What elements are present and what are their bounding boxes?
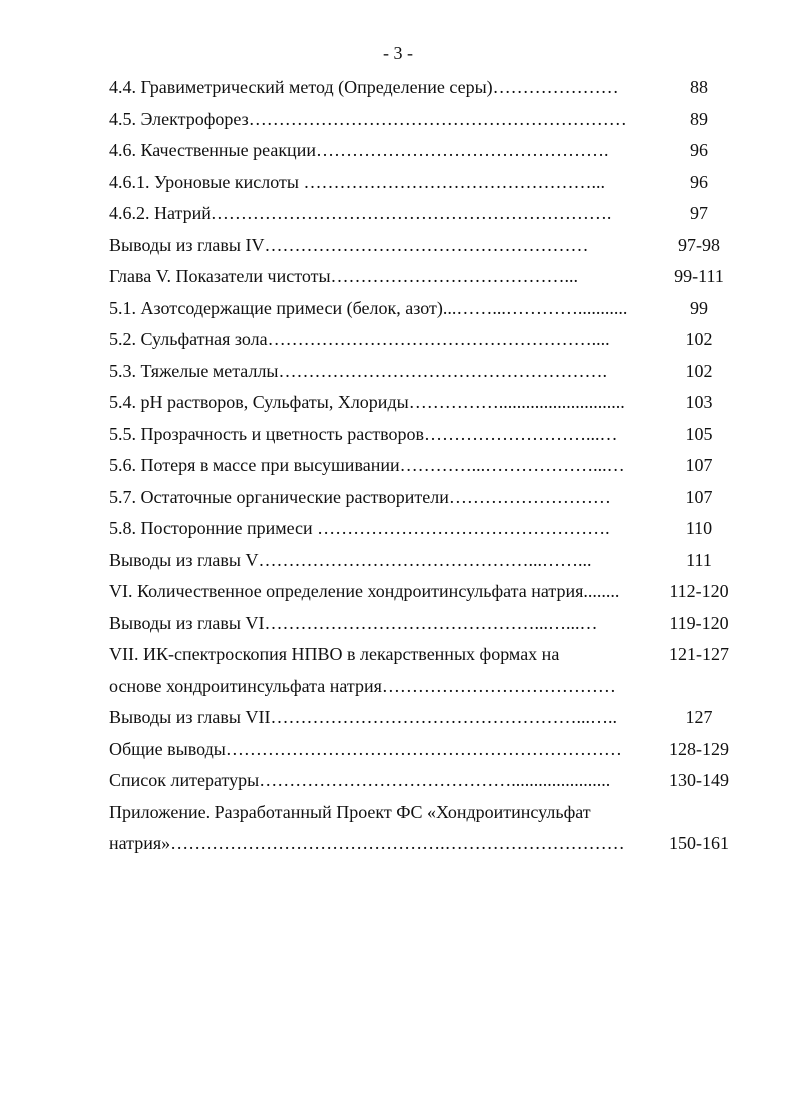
toc-entry-title: 5.6. Потеря в массе при высушивании…………...………………...… <box>109 455 625 475</box>
toc-entry-title: Выводы из главы IV……………………………………………… <box>109 234 589 255</box>
toc-entry-page: 107 <box>685 455 713 475</box>
toc-row-chapter-7 <box>109 639 734 671</box>
toc-entry-title: натрия»……………………………………….………………………… <box>109 833 625 853</box>
toc-entry-page: 99 <box>690 297 708 318</box>
toc-entry-title: 5.5. Прозрачность и цветность растворов………………………...… <box>109 423 618 444</box>
toc-row-5-4 <box>109 387 734 419</box>
toc-row-4-6 <box>109 135 734 167</box>
toc-entry-page: 105 <box>685 423 713 444</box>
toc-entry-page: 102 <box>685 360 713 381</box>
toc-entry-page: 99-111 <box>674 266 724 286</box>
toc-row-5-5 <box>109 419 734 451</box>
toc-row-conclusions-5 <box>109 545 734 577</box>
toc-entry-title: VI. Количественное определение хондроитинсульфата натрия........ <box>109 581 620 601</box>
table-of-contents <box>109 72 734 860</box>
toc-entry-title: 5.2. Сульфатная зола……………………………………………….... <box>109 329 610 349</box>
toc-entry-title: 5.7. Остаточные органические растворители……………………… <box>109 486 611 507</box>
toc-entry-title: Выводы из главы V………………………………………...……... <box>109 549 592 570</box>
toc-entry-title: 5.4. pH растворов, Сульфаты, Хлориды……………............................ <box>109 392 625 412</box>
toc-row-5-1 <box>109 293 734 325</box>
toc-entry-page: 89 <box>690 108 708 129</box>
toc-entry-title: 4.6. Качественные реакции…………………………………………. <box>109 140 609 160</box>
toc-row-5-6 <box>109 450 734 482</box>
toc-entry-page: 88 <box>690 77 708 97</box>
toc-entry-title: 4.6.1. Уроновые кислоты …………………………………………... <box>109 171 605 192</box>
toc-row-5-3 <box>109 356 734 388</box>
toc-entry-title: Выводы из главы VI………………………………………...…...… <box>109 612 598 633</box>
toc-row-chapter-7-continued <box>109 671 734 703</box>
toc-entry-title: VII. ИК-спектроскопия НПВО в лекарственных формах на <box>109 644 560 664</box>
toc-entry-page: 97 <box>690 203 708 223</box>
toc-entry-title: Приложение. Разработанный Проект ФС «Хондроитинсульфат <box>109 801 591 822</box>
toc-entry-page: 102 <box>685 329 713 349</box>
toc-entry-page: 112-120 <box>669 581 729 601</box>
toc-entry-title: Глава V. Показатели чистоты…………………………………... <box>109 266 579 286</box>
toc-entry-page: 96 <box>690 171 708 192</box>
toc-row-chapter-5 <box>109 261 734 293</box>
toc-entry-page: 103 <box>685 392 713 412</box>
toc-row-appendix-continued <box>109 828 734 860</box>
toc-entry-page: 111 <box>686 549 712 570</box>
toc-entry-page: 97-98 <box>678 234 720 255</box>
toc-row-4-6-2 <box>109 198 734 230</box>
toc-entry-title: Общие выводы………………………………………………………… <box>109 738 622 759</box>
toc-entry-page: 128-129 <box>669 738 729 759</box>
toc-row-4-5 <box>109 104 734 136</box>
toc-entry-page: 96 <box>690 140 708 160</box>
toc-entry-title: Выводы из главы VII……………………………………………...….. <box>109 707 617 727</box>
toc-entry-page: 127 <box>685 707 713 727</box>
toc-row-references <box>109 765 734 797</box>
toc-entry-title: 5.8. Посторонние примеси …………………………………………. <box>109 518 610 538</box>
toc-row-conclusions-4 <box>109 230 734 262</box>
toc-entry-title: Список литературы……………………………………...................... <box>109 770 611 790</box>
toc-entry-page: 130-149 <box>669 770 729 790</box>
toc-row-conclusions-7 <box>109 702 734 734</box>
toc-row-5-7 <box>109 482 734 514</box>
toc-entry-page: 107 <box>685 486 713 507</box>
toc-row-4-6-1 <box>109 167 734 199</box>
toc-entry-title: 5.3. Тяжелые металлы………………………………………………. <box>109 360 608 381</box>
toc-row-5-8 <box>109 513 734 545</box>
toc-entry-title: 4.6.2. Натрий…………………………………………………………. <box>109 203 612 223</box>
toc-entry-title: основе хондроитинсульфата натрия………………………………… <box>109 675 616 696</box>
toc-entry-title: 5.1. Азотсодержащие примеси (белок, азот)...……...…………........... <box>109 297 628 318</box>
toc-row-4-4 <box>109 72 734 104</box>
toc-entry-title: 4.5. Электрофорез……………………………………………………… <box>109 108 627 129</box>
toc-row-general-conclusions <box>109 734 734 766</box>
toc-entry-title: 4.4. Гравиметрический метод (Определение серы)………………… <box>109 77 619 97</box>
toc-entry-page: 150-161 <box>669 833 729 853</box>
toc-entry-page: 110 <box>685 518 713 538</box>
toc-row-conclusions-6 <box>109 608 734 640</box>
toc-entry-page: 121-127 <box>669 644 729 664</box>
toc-row-appendix <box>109 797 734 829</box>
page-number: - 3 - <box>383 43 413 63</box>
toc-entry-page: 119-120 <box>669 612 729 633</box>
toc-row-5-2 <box>109 324 734 356</box>
toc-row-chapter-6 <box>109 576 734 608</box>
